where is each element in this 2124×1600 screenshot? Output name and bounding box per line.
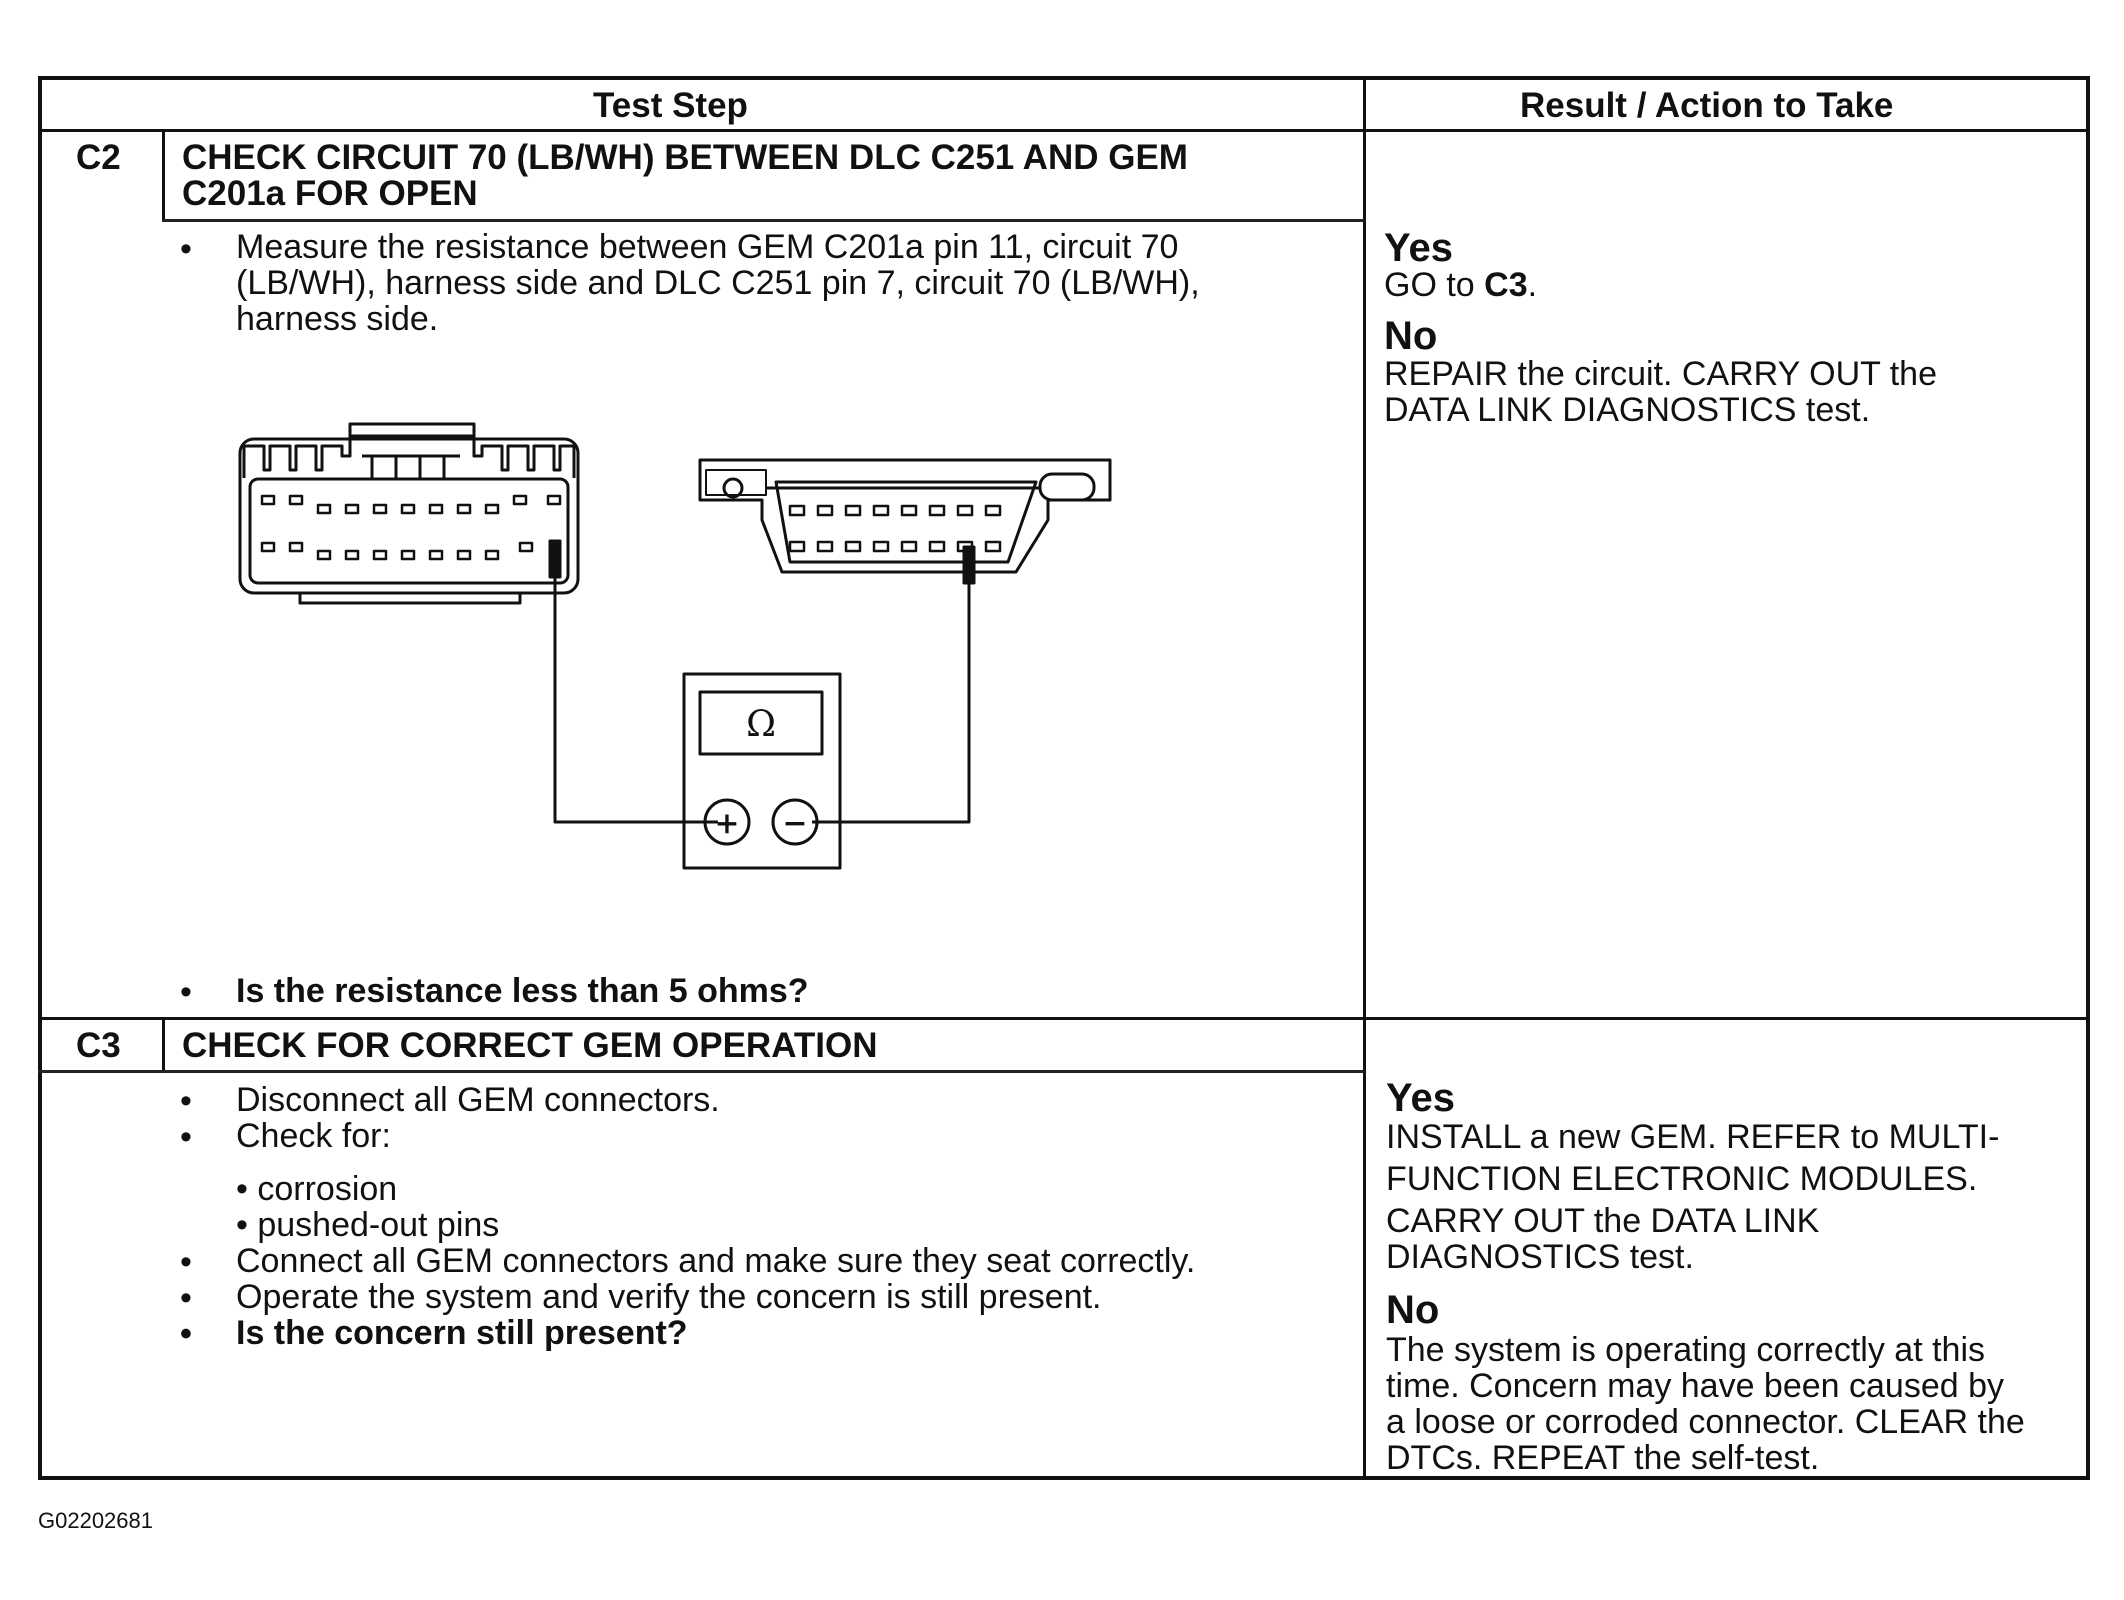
bullet: • <box>180 1082 192 1120</box>
c3-bullet2: Check for: <box>236 1117 391 1155</box>
c3-no-line2: time. Concern may have been caused by <box>1386 1367 2005 1405</box>
c3-bullet1: Disconnect all GEM connectors. <box>236 1081 720 1119</box>
c2-no-label: No <box>1384 314 1438 358</box>
c3-yes-line3: CARRY OUT the DATA LINK <box>1386 1202 1820 1240</box>
c2-question: Is the resistance less than 5 ohms? <box>236 972 809 1010</box>
c3-no-line4: DTCs. REPEAT the self-test. <box>1386 1439 1820 1477</box>
c3-title: CHECK FOR CORRECT GEM OPERATION <box>182 1026 878 1065</box>
c3-question: Is the concern still present? <box>236 1314 688 1352</box>
positive-lead <box>555 577 718 822</box>
result-action-header: Result / Action to Take <box>1520 86 1894 125</box>
minus-symbol: − <box>782 806 808 841</box>
c2-yes-text: GO to C3. <box>1384 266 1538 304</box>
c2-no-line1: REPAIR the circuit. CARRY OUT the <box>1384 355 1937 393</box>
c3-bullet3: Connect all GEM connectors and make sure they seat correctly. <box>236 1242 1196 1280</box>
c2-instruction-line2: (LB/WH), harness side and DLC C251 pin 7, circuit 70 (LB/WH), <box>236 264 1200 302</box>
c2-instruction-line1: Measure the resistance between GEM C201a pin 11, circuit 70 <box>236 228 1179 266</box>
c3-no-line3: a loose or corroded connector. CLEAR the <box>1386 1403 2025 1441</box>
ohm-symbol: Ω <box>746 704 776 745</box>
negative-lead <box>812 583 969 822</box>
test-step-header: Test Step <box>593 86 748 125</box>
c3-bullet4: Operate the system and verify the concern is still present. <box>236 1278 1102 1316</box>
bullet: • <box>180 973 192 1011</box>
plus-symbol: + <box>714 806 740 841</box>
c3-no-line1: The system is operating correctly at this <box>1386 1331 1986 1369</box>
bullet: • <box>180 1243 192 1281</box>
c3-yes-line4: DIAGNOSTICS test. <box>1386 1238 1694 1276</box>
figure-id: G02202681 <box>38 1508 153 1533</box>
probe-gem <box>550 541 560 577</box>
c2-instruction-line3: harness side. <box>236 300 439 338</box>
probe-dlc <box>964 547 974 583</box>
bullet: • <box>180 1315 192 1353</box>
c2-yes-label: Yes <box>1384 226 1453 270</box>
c2-no-line2: DATA LINK DIAGNOSTICS test. <box>1384 391 1871 429</box>
c2-title-line1: CHECK CIRCUIT 70 (LB/WH) BETWEEN DLC C251 AND GEM <box>182 138 1188 177</box>
c3-no-label: No <box>1386 1288 1440 1332</box>
c3-yes-line2: FUNCTION ELECTRONIC MODULES. <box>1386 1160 1978 1198</box>
bullet: • <box>180 1279 192 1317</box>
c3-yes-label: Yes <box>1386 1076 1455 1120</box>
step-id-c2: C2 <box>76 138 121 177</box>
bullet: • <box>180 1118 192 1156</box>
c2-title-line2: C201a FOR OPEN <box>182 174 478 213</box>
c3-yes-line1: INSTALL a new GEM. REFER to MULTI- <box>1386 1118 2000 1156</box>
bullet: • <box>180 230 192 268</box>
c3-sub1: • corrosion <box>236 1170 398 1208</box>
step-id-c3: C3 <box>76 1026 121 1065</box>
c3-sub2: • pushed-out pins <box>236 1206 500 1244</box>
